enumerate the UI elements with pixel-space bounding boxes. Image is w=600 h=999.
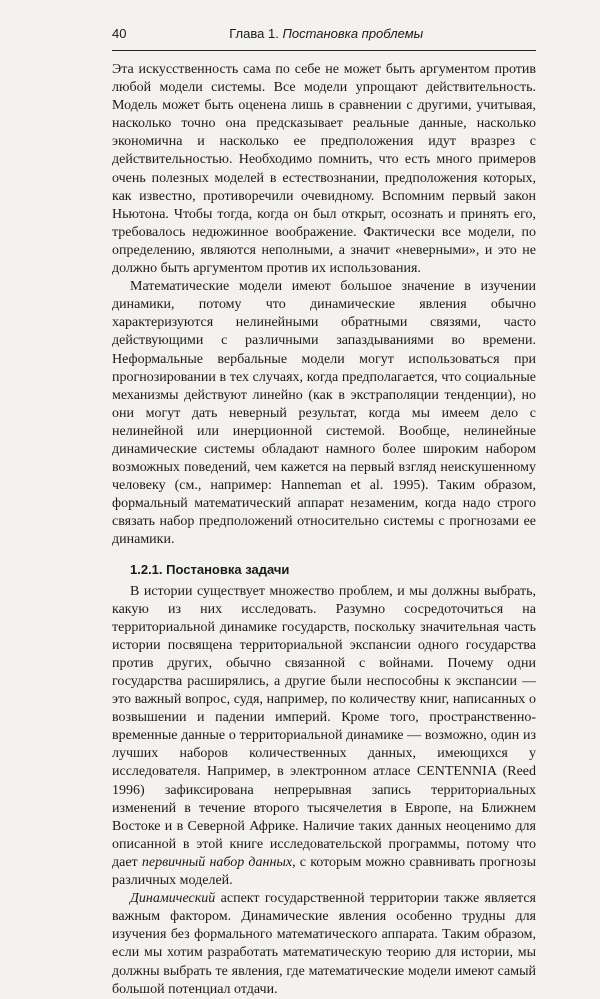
paragraph-2: Математические модели имеют большое значение в изучении динамики, потому что динамические явления обычно характеризуются нелинейными обратными связями, часто действующими с различными запаздываниями во времени. Неформальные вербальные модели могут использоваться при прогнозировании в тех случаях, когда предполагается, что социальные механизмы действуют линейно (как в экстраполяции тенденции), но они могут дать неверный результат, когда мы имеем дело с нелинейной или инерционной системой. Вообще, нелинейные динамические системы обладают намного более широким набором возможных поведений, чем кажется на первый взгляд неискушенному человеку (см., например: Hanneman et al. 1995). Таким образом, формальный математический аппарат незаменим, когда надо строго связать набор предположений относительно системы с прогнозами ее динамики. bbox=[112, 279, 536, 548]
paragraph-3-text: В истории существует множество проблем, и мы должны выбрать, какую из них исследовать. Разумно сосредоточиться на территориальной динамике государств, поскольку значительная часть истории посвящена территориальной экспансии одного государства против других, обычно связанной с войнами. Почему одни государства расширялись, а другие были неспособны к экспансии — это важный вопрос, судя, например, по количеству книг, написанных о возвышении и падении империй. Кроме того, пространственно-временные данные о территориальной динамике — возможно, один из лучших наборов количественных данных, имеющихся у исследователя. Например, в электронном атласе CENTENNIA (Reed 1996) зафиксирована непрерывная запись территориальных изменений в течение второго тысячелетия в Европе, на Ближнем Востоке и в Северной Африке. Наличие таких данных неоценимо для описанной в этой книге исследовательской программы, потому что дает bbox=[112, 583, 536, 870]
paragraph-1: Эта искусственность сама по себе не может быть аргументом против любой модели системы. Все модели упрощают действительность. Модель может быть оценена лишь в сравнении с другими, учитывая, насколько точно она предсказывает реальные данные, насколько экономична и насколько ее предположения идут вразрез с действительностью. Необходимо помнить, что есть много примеров очень полезных моделей в естествознании, предположения которых, как известно, противоречили очевидному. Вспомним первый закон Ньютона. Чтобы тогда, когда он был открыт, осознать и принять его, требовалось недюжинное воображение. Фактически все модели, по определению, являются неполными, а значит «неверными», и это не должно быть аргументом против их использования. bbox=[112, 62, 536, 277]
section-heading: 1.2.1. Постановка задачи bbox=[130, 561, 290, 577]
paragraph-4-text: аспект государственной территории также является важным фактором. Динамические явления особенно трудны для изучения без формального математического аппарата. Таким образом, если мы хотим разработать математическую теорию для истории, мы должны выбрать те явления, где математические модели имеют самый большой потенциал отдачи. bbox=[112, 891, 536, 997]
chapter-label: Глава 1. bbox=[229, 26, 279, 41]
paragraph-4 bbox=[112, 890, 536, 999]
chapter-title: Постановка проблемы bbox=[282, 26, 424, 41]
paragraph-3-end: , с которым можно сравнивать прогнозы различных моделей. bbox=[112, 854, 536, 889]
running-head bbox=[116, 26, 536, 41]
paragraph-3-emphasis: первичный набор данных bbox=[141, 854, 293, 870]
paragraph-3 bbox=[112, 583, 536, 891]
running-header bbox=[112, 26, 536, 51]
paragraph-4-emphasis: Динамический bbox=[130, 891, 216, 907]
page-number: 40 bbox=[112, 26, 127, 41]
